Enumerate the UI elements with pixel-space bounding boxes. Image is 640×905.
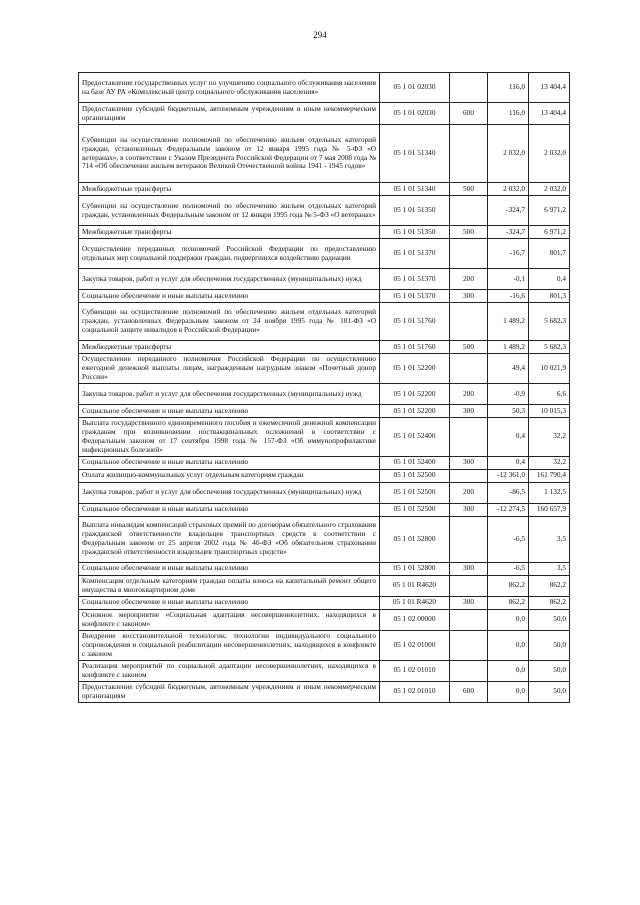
- row-total-cell: 862,2: [529, 575, 570, 596]
- row-change-cell: -16,6: [488, 290, 529, 303]
- table-row: [79, 469, 570, 482]
- row-code-cell: 05 1 01 52800: [380, 516, 450, 562]
- row-name-cell: Закупка товаров, работ и услуг для обеспечения государственных (муниципальных) нужд: [79, 482, 380, 503]
- row-name-cell: Закупка товаров, работ и услуг для обеспечения государственных (муниципальных) нужд: [79, 384, 380, 405]
- row-expense-type-cell: [450, 73, 488, 103]
- row-name-cell: Предоставление субсидий бюджетным, автономным учреждениям и иным некоммерческим организациям: [79, 103, 380, 125]
- row-code-cell: 05 1 01 02030: [380, 103, 450, 125]
- row-code-cell: 05 1 01 51370: [380, 269, 450, 290]
- row-code-cell: 05 1 01 52500: [380, 503, 450, 516]
- row-name-cell: Осуществление переданных полномочий Российской Федерации по предоставлению отдельных мер социальной поддержки граждан, подвергшихся воздействию радиации: [79, 239, 380, 269]
- row-total-cell: 13 404,4: [529, 73, 570, 103]
- table-row: [79, 269, 570, 290]
- row-change-cell: 0,4: [488, 456, 529, 469]
- table-row: [79, 596, 570, 609]
- row-name-cell: Внедрение восстановительной технологии, технологии индивидуального социального сопровождения и социальной реабилитации несовершеннолетних, находящихся в конфликте с законом: [79, 630, 380, 660]
- row-total-cell: 10 015,3: [529, 405, 570, 418]
- row-name-cell: Субвенции на осуществление полномочий по обеспечению жильем отдельных категорий граждан, установленных Федеральным законом от 12 января 1995 года № 5-ФЗ «О ветеранах»: [79, 196, 380, 226]
- row-change-cell: -6,5: [488, 562, 529, 575]
- row-change-cell: 116,0: [488, 73, 529, 103]
- row-total-cell: 6 971,2: [529, 196, 570, 226]
- row-total-cell: 161 790,4: [529, 469, 570, 482]
- row-name-cell: Реализация мероприятий по социальной адаптации несовершеннолетних, находящихся в конфликте с законом: [79, 660, 380, 681]
- row-expense-type-cell: 300: [450, 405, 488, 418]
- row-code-cell: 05 1 01 51340: [380, 183, 450, 196]
- row-expense-type-cell: 300: [450, 456, 488, 469]
- row-code-cell: 05 1 01 R4620: [380, 596, 450, 609]
- row-code-cell: 05 1 01 52200: [380, 354, 450, 384]
- row-code-cell: 05 1 01 52500: [380, 469, 450, 482]
- row-change-cell: 49,4: [488, 354, 529, 384]
- row-expense-type-cell: [450, 125, 488, 183]
- row-change-cell: -86,5: [488, 482, 529, 503]
- row-expense-type-cell: 500: [450, 226, 488, 239]
- row-change-cell: 0,0: [488, 630, 529, 660]
- row-expense-type-cell: [450, 516, 488, 562]
- table-row: [79, 103, 570, 125]
- row-name-cell: Социальное обеспечение и иные выплаты населению: [79, 503, 380, 516]
- row-total-cell: 3,5: [529, 516, 570, 562]
- row-name-cell: Межбюджетные трансферты: [79, 226, 380, 239]
- row-expense-type-cell: [450, 354, 488, 384]
- row-total-cell: 2 032,0: [529, 125, 570, 183]
- row-name-cell: Предоставление субсидий бюджетным, автономным учреждениям и иным некоммерческим организациям: [79, 681, 380, 702]
- row-code-cell: 05 1 01 52200: [380, 405, 450, 418]
- table-row: [79, 405, 570, 418]
- row-total-cell: 50,0: [529, 660, 570, 681]
- row-code-cell: 05 1 01 R4620: [380, 575, 450, 596]
- row-expense-type-cell: [450, 418, 488, 457]
- row-expense-type-cell: [450, 630, 488, 660]
- row-change-cell: 2 032,0: [488, 125, 529, 183]
- row-change-cell: 1 489,2: [488, 341, 529, 354]
- row-code-cell: 05 1 01 52800: [380, 562, 450, 575]
- row-total-cell: 50,0: [529, 681, 570, 702]
- table-row: [79, 226, 570, 239]
- row-total-cell: 801,3: [529, 290, 570, 303]
- row-total-cell: 801,7: [529, 239, 570, 269]
- row-code-cell: 05 1 01 51760: [380, 303, 450, 341]
- table-row: [79, 418, 570, 457]
- row-total-cell: 0,4: [529, 269, 570, 290]
- row-total-cell: 5 682,3: [529, 341, 570, 354]
- row-change-cell: 0,0: [488, 660, 529, 681]
- row-code-cell: 05 1 01 51760: [380, 341, 450, 354]
- table-row: [79, 562, 570, 575]
- row-code-cell: 05 1 01 51340: [380, 125, 450, 183]
- row-change-cell: -12 361,0: [488, 469, 529, 482]
- row-change-cell: -12 274,5: [488, 503, 529, 516]
- table-row: [79, 239, 570, 269]
- row-code-cell: 05 1 01 02030: [380, 73, 450, 103]
- row-change-cell: -16,7: [488, 239, 529, 269]
- row-change-cell: 1 489,2: [488, 303, 529, 341]
- row-name-cell: Осуществление переданного полномочия Российской Федерации по осуществлению ежегодной денежной выплаты лицам, награжденным нагрудным знаком «Почетный донор России»: [79, 354, 380, 384]
- table-row: [79, 73, 570, 103]
- row-total-cell: 50,0: [529, 609, 570, 630]
- row-code-cell: 05 1 01 52400: [380, 418, 450, 457]
- row-total-cell: 32,2: [529, 418, 570, 457]
- row-expense-type-cell: 600: [450, 103, 488, 125]
- row-name-cell: Выплата инвалидам компенсаций страховых премий по договорам обязательного страхования гражданской ответственности владельцев транспортных средств в соответствии с Федеральным законом от 25 апреля 2002 года № 40-ФЗ «Об обязательном страховании гражданской ответственности владельцев транспортных средств»: [79, 516, 380, 562]
- row-change-cell: 0,0: [488, 609, 529, 630]
- table-row: [79, 681, 570, 702]
- row-name-cell: Социальное обеспечение и иные выплаты населению: [79, 290, 380, 303]
- row-code-cell: 05 1 01 51350: [380, 226, 450, 239]
- row-change-cell: 2 032,0: [488, 183, 529, 196]
- row-total-cell: 32,2: [529, 456, 570, 469]
- row-total-cell: 50,0: [529, 630, 570, 660]
- row-change-cell: 116,0: [488, 103, 529, 125]
- row-total-cell: 2 032,0: [529, 183, 570, 196]
- row-expense-type-cell: 500: [450, 341, 488, 354]
- row-total-cell: 10 021,9: [529, 354, 570, 384]
- row-total-cell: 6,6: [529, 384, 570, 405]
- row-name-cell: Межбюджетные трансферты: [79, 183, 380, 196]
- row-name-cell: Предоставление государственных услуг по улучшению социального обслуживания населения на базе АУ РА «Комплексный центр социального обслуживания населения»: [79, 73, 380, 103]
- row-name-cell: Компенсация отдельным категориям граждан оплаты взноса на капитальный ремонт общего имущества в многоквартирном доме: [79, 575, 380, 596]
- row-name-cell: Основное мероприятие «Социальная адаптация несовершеннолетних, находящихся в конфликте с законом»: [79, 609, 380, 630]
- row-expense-type-cell: 200: [450, 269, 488, 290]
- row-total-cell: 5 682,3: [529, 303, 570, 341]
- row-change-cell: 862,2: [488, 596, 529, 609]
- row-code-cell: 05 1 01 51370: [380, 239, 450, 269]
- row-expense-type-cell: [450, 303, 488, 341]
- table-row: [79, 303, 570, 341]
- row-expense-type-cell: [450, 575, 488, 596]
- row-name-cell: Межбюджетные трансферты: [79, 341, 380, 354]
- row-code-cell: 05 1 01 51370: [380, 290, 450, 303]
- row-total-cell: 160 657,9: [529, 503, 570, 516]
- row-change-cell: 50,3: [488, 405, 529, 418]
- row-expense-type-cell: 300: [450, 503, 488, 516]
- table-body: [79, 73, 570, 703]
- row-code-cell: 05 1 02 01000: [380, 630, 450, 660]
- row-total-cell: 6 971,2: [529, 226, 570, 239]
- row-expense-type-cell: 500: [450, 183, 488, 196]
- row-expense-type-cell: 200: [450, 384, 488, 405]
- row-expense-type-cell: [450, 469, 488, 482]
- table-row: [79, 482, 570, 503]
- table-row: [79, 575, 570, 596]
- row-code-cell: 05 1 01 52400: [380, 456, 450, 469]
- row-change-cell: -324,7: [488, 196, 529, 226]
- row-expense-type-cell: [450, 239, 488, 269]
- table-row: [79, 384, 570, 405]
- row-name-cell: Закупка товаров, работ и услуг для обеспечения государственных (муниципальных) нужд: [79, 269, 380, 290]
- row-change-cell: -0,9: [488, 384, 529, 405]
- table-row: [79, 503, 570, 516]
- row-change-cell: -6,5: [488, 516, 529, 562]
- row-name-cell: Социальное обеспечение и иные выплаты населению: [79, 596, 380, 609]
- table-row: [79, 609, 570, 630]
- row-total-cell: 862,2: [529, 596, 570, 609]
- row-expense-type-cell: [450, 196, 488, 226]
- table-row: [79, 456, 570, 469]
- row-total-cell: 3,5: [529, 562, 570, 575]
- row-expense-type-cell: 300: [450, 290, 488, 303]
- row-expense-type-cell: [450, 609, 488, 630]
- row-expense-type-cell: 200: [450, 482, 488, 503]
- table-row: [79, 516, 570, 562]
- row-code-cell: 05 1 02 00000: [380, 609, 450, 630]
- row-code-cell: 05 1 01 51350: [380, 196, 450, 226]
- row-code-cell: 05 1 02 01010: [380, 681, 450, 702]
- row-name-cell: Социальное обеспечение и иные выплаты населению: [79, 405, 380, 418]
- budget-table: [78, 72, 570, 703]
- row-expense-type-cell: 600: [450, 681, 488, 702]
- row-change-cell: -0,1: [488, 269, 529, 290]
- table-row: [79, 196, 570, 226]
- row-expense-type-cell: [450, 660, 488, 681]
- row-name-cell: Социальное обеспечение и иные выплаты населению: [79, 562, 380, 575]
- table-row: [79, 290, 570, 303]
- row-name-cell: Субвенции на осуществление полномочий по обеспечению жильем отдельных категорий граждан, установленных Федеральным законом от 24 ноября 1995 года № 181-ФЗ «О социальной защите инвалидов в Российской Федерации»: [79, 303, 380, 341]
- row-name-cell: Оплата жилищно-коммунальных услуг отдельным категориям граждан: [79, 469, 380, 482]
- row-change-cell: 0,4: [488, 418, 529, 457]
- row-total-cell: 13 404,4: [529, 103, 570, 125]
- row-total-cell: 1 132,5: [529, 482, 570, 503]
- row-name-cell: Выплата государственного единовременного пособия и ежемесячной денежной компенсации гражданам при возникновении поствакцинальных осложнений в соответствии с Федеральным законом от 17 сентября 1998 года № 157-ФЗ «Об иммунопрофилактике инфекционных болезней»: [79, 418, 380, 457]
- table-row: [79, 630, 570, 660]
- row-name-cell: Социальное обеспечение и иные выплаты населению: [79, 456, 380, 469]
- table-row: [79, 354, 570, 384]
- row-expense-type-cell: 300: [450, 596, 488, 609]
- table-row: [79, 125, 570, 183]
- page-number: 294: [313, 30, 327, 40]
- table-row: [79, 341, 570, 354]
- row-change-cell: 862,2: [488, 575, 529, 596]
- row-change-cell: -324,7: [488, 226, 529, 239]
- row-code-cell: 05 1 01 52200: [380, 384, 450, 405]
- row-code-cell: 05 1 02 01010: [380, 660, 450, 681]
- row-change-cell: 0,0: [488, 681, 529, 702]
- row-code-cell: 05 1 01 52500: [380, 482, 450, 503]
- row-name-cell: Субвенции на осуществление полномочий по обеспечению жильем отдельных категорий граждан, установленных Федеральным законом от 12 января 1995 года № 5-ФЗ «О ветеранах», в соответствии с Указом Президента Российской Федерации от 7 мая 2008 года № 714 «Об обеспечении жильем ветеранов Великой Отечественной войны 1941 - 1945 годов»: [79, 125, 380, 183]
- table-row: [79, 183, 570, 196]
- table-row: [79, 660, 570, 681]
- row-expense-type-cell: 300: [450, 562, 488, 575]
